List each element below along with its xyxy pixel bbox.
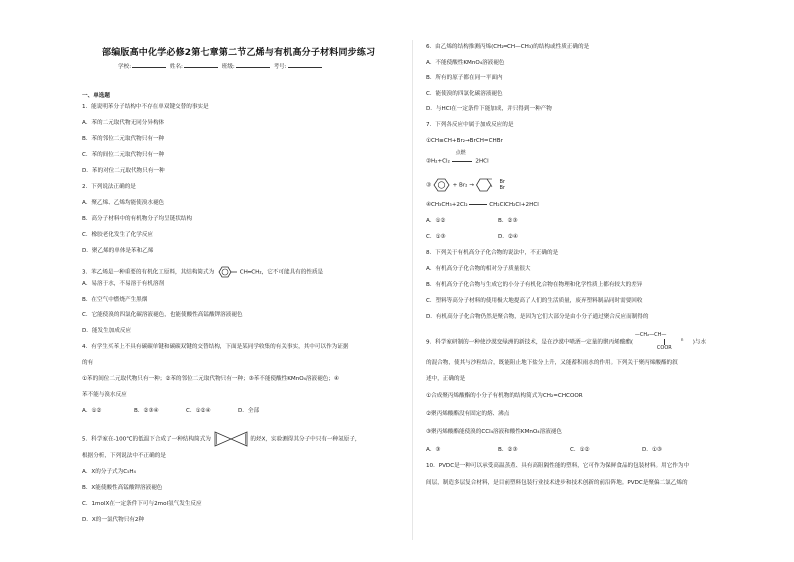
q3-option-a: A．易溶于水，不易溶于有机溶剂 (82, 281, 165, 287)
q9-option-c: C．①② (570, 447, 590, 453)
q9-options (426, 448, 714, 454)
bromine-1: Br (499, 179, 505, 185)
q7-r2-product: 2HCl (475, 158, 489, 165)
q3-stem-part2: CH═CH₂，它不可能具有的性质是 (239, 269, 324, 276)
section-heading: 一、单选题 (82, 93, 110, 99)
polyacrylate-backbone: —CH₂—CH— (634, 332, 667, 338)
q5-stem-line2: 根据分析，下列说法中不正确的是 (82, 453, 166, 459)
q9-option-a: A．③ (426, 447, 441, 453)
page-title: 部编版高中化学必修2第七章第二节乙烯与有机高分子材料同步练习 (102, 48, 376, 58)
q7-r4-reactants: ④CH₃CH₃+2Cl₂ (426, 202, 468, 208)
q9-stem-line2: 的混合物，使其与沙粒结合，既能阻止地下盐分上升，又能蓄积雨水的作用。下列关于聚丙烯酸酯的叙 (426, 360, 678, 366)
q7-option-d: D．②④ (498, 234, 518, 240)
bromine-2: Br (499, 185, 505, 191)
q4-statements-line1: ①苯的间位二元取代物只有一种；②苯的邻位二元取代物只有一种；③苯不能使酸性KMnO₄溶液褪色；④ (82, 376, 339, 382)
column-divider (412, 40, 413, 540)
q10-stem-line2: 间层，制造多层复合材料，是目前塑料包装行业技术进步和技术创新的前沿阵地。PVDC是聚偏二氯乙烯的 (426, 480, 688, 486)
q7-reaction-1: ①CH≡CH+Br₂→BrCH=CHBr (426, 138, 503, 144)
q3-stem-part1: 3．苯乙烯是一种重要的有机化工原料，其结构简式为 (82, 269, 215, 276)
q2-option-a: A．聚乙烯、乙烯均能使溴水褪色 (82, 200, 165, 206)
q3-option-b: B．在空气中燃烧产生黑烟 (82, 297, 148, 303)
q2-stem: 2．下列说法正确的是 (82, 184, 136, 190)
q5-option-d: D．X的一氯代物只有2种 (82, 517, 145, 523)
q2-option-c: C．橡胶老化发生了化学反应 (82, 232, 154, 238)
q7-r2-reactants: ②H₂+Cl₂ (426, 158, 450, 165)
q7-r4-arrow (469, 204, 487, 205)
q8-option-b: B．有机高分子化合物与生成它的小分子有机化合物在物理和化学性质上都有较大的差异 (426, 282, 643, 288)
q4-option-b: B．②③④ (134, 408, 159, 414)
q7-reaction-2 (426, 150, 489, 165)
q1-option-c: C．苯的间位二元取代物只有一种 (82, 152, 165, 158)
q7-r4-product: CH₂ClCH₂Cl+2HCl (489, 202, 539, 208)
q4-statements-line2: 苯不能与溴水反应 (82, 392, 127, 398)
q2-option-b: B．高分子材料中的有机物分子均呈链状结构 (82, 216, 193, 222)
q4-stem-line1: 4．有学生买苯上不具有碳碳单键和碳碳双键的交替结构，下面是某同学收集的有关事实，其中可以作为证据 (82, 344, 349, 350)
q7-r3-product-substituents (499, 179, 505, 191)
q5-stem-part2: 的烃X，实验测得其分子中只有一种氢原子， (250, 436, 361, 443)
q5-option-b: B．X能使酸性高锰酸钾溶液褪色 (82, 485, 163, 491)
q5-option-a: A．X的分子式为C₅H₄ (82, 469, 136, 475)
q7-option-b: B．②③ (498, 218, 518, 224)
exam-no-label: 考号: (273, 64, 287, 70)
q7-options (426, 219, 570, 225)
q9-stem-part1: 9．科学家研制的一种使沙漠变绿洲的新技术，是在沙漠中喷洒一定量的聚丙烯酸酯( (426, 339, 634, 346)
school-label: 学校: (118, 64, 132, 70)
q5-option-c: C．1molX在一定条件下可与2mol氢气发生反应 (82, 501, 202, 507)
q9-statement-2: ②聚丙烯酸酯没有固定的熔、沸点 (426, 411, 510, 417)
q7-r2-condition: 点燃 (455, 150, 466, 156)
school-blank[interactable] (132, 63, 166, 68)
exam-no-blank[interactable] (288, 63, 322, 68)
q9-option-d: D．①③ (642, 447, 662, 453)
polyacrylate-n: n (680, 337, 684, 342)
q9-statement-3: ③聚丙烯酸酯能使溴的CCl₄溶液和酸性KMnO₄溶液褪色 (426, 429, 562, 435)
q7-r2-arrow (452, 150, 474, 165)
q7-options-row2 (426, 235, 570, 241)
q7-r3-reagent: + Br₂ → (452, 182, 474, 189)
name-blank[interactable] (184, 63, 218, 68)
class-label: 班级: (221, 64, 235, 70)
polyacrylate-ester-group: COOR (656, 345, 672, 351)
q1-stem: 1．能说明苯分子结构中不存在单双键交替的事实是 (82, 104, 209, 110)
q7-stem: 7．下列各反应中属于加成反应的是 (426, 122, 514, 128)
q8-option-c: C．塑料等高分子材料的使用极大地提高了人们的生活质量，废弃塑料制品同时需要回收 (426, 298, 643, 304)
q8-option-a: A．有机高分子化合物的相对分子质量很大 (426, 266, 531, 272)
q6-option-d: D．与HCl在一定条件下能加成，并只得到一种产物 (426, 106, 552, 112)
q4-stem-line2: 的有 (82, 360, 94, 366)
q1-option-b: B．苯的邻位二元取代物只有一种 (82, 136, 165, 142)
q4-option-c: C．①②④ (186, 408, 211, 414)
q3-stem (82, 266, 323, 278)
q7-reaction-4 (426, 203, 539, 209)
q9-stem-line1 (426, 332, 707, 351)
polyacrylate-structure (634, 332, 691, 351)
q9-stem-line3: 述中，正确的是 (426, 376, 466, 382)
q7-option-a: A．①② (426, 218, 446, 224)
q7-reaction-3 (426, 178, 505, 192)
dibromocyclohexane-icon (476, 178, 498, 192)
q9-stem-part2: )与水 (692, 339, 707, 346)
benzene-ring-icon (216, 266, 238, 278)
q7-option-c: C．①③ (426, 234, 446, 240)
q9-statement-1: ①合成聚丙烯酸酯的小分子有机物的结构简式为CH₂=CHCOOR (426, 393, 583, 399)
student-info-line (118, 62, 324, 70)
q5-stem (82, 430, 361, 448)
q4-option-a: A．①② (82, 408, 102, 414)
q3-option-d: D．能发生加成反应 (82, 328, 132, 334)
q3-option-c: C．它能使溴的四氯化碳溶液褪色，也能使酸性高锰酸钾溶液褪色 (82, 312, 243, 318)
class-blank[interactable] (236, 63, 270, 68)
spiro-hydrocarbon-icon (213, 430, 249, 448)
q4-options (82, 409, 290, 415)
q8-option-d: D．有机高分子化合物仍然是聚合物，是因为它们大部分是由小分子通过聚合反应而制得的 (426, 314, 649, 320)
q2-option-d: D．聚乙烯的单体是苯和乙烯 (82, 248, 154, 254)
q6-option-c: C．能使溴的四氯化碳溶液褪色 (426, 91, 503, 97)
q9-option-b: B．②③ (498, 447, 518, 453)
q10-stem-line1: 10．PVDC是一种可以承受高温蒸煮、具有高阻隔性能的塑料，它可作为保鲜食品的包装材料。用它作为中 (426, 463, 690, 469)
name-label: 姓名: (169, 64, 183, 70)
q7-r3-label: ③ (426, 182, 432, 189)
q6-option-a: A．不能使酸性KMnO₄溶液褪色 (426, 60, 505, 66)
q1-option-a: A．苯的二元取代物无同分异构体 (82, 120, 165, 126)
q5-stem-part1: 5．科学家在-100℃的低温下合成了一种结构简式为 (82, 436, 211, 443)
q6-stem: 6．由乙烯的结构推测丙烯(CH₂═CH—CH₃)的结构或性质正确的是 (426, 44, 590, 50)
q4-option-d: D．全部 (238, 408, 260, 414)
benzene-reactant-icon (433, 178, 451, 192)
q1-option-d: D．苯的对位二元取代物只有一种 (82, 168, 165, 174)
q8-stem: 8．下列关于有机高分子化合物的说法中，不正确的是 (426, 250, 559, 256)
q6-option-b: B．所有的原子都在同一平面内 (426, 75, 503, 81)
